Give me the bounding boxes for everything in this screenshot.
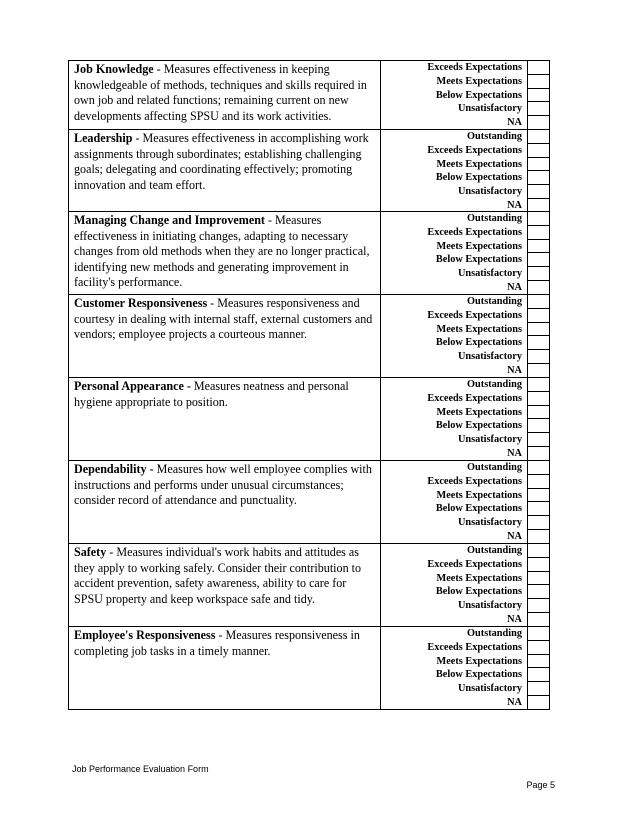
criterion-title: Job Knowledge <box>74 62 154 76</box>
rating-checkbox[interactable] <box>527 102 549 116</box>
rating-option <box>381 116 549 130</box>
rating-checkbox[interactable] <box>527 668 549 682</box>
rating-checkbox[interactable] <box>527 295 549 309</box>
rating-label: NA <box>507 364 522 376</box>
rating-label: Meets Expectations <box>436 240 522 252</box>
rating-checkbox[interactable] <box>527 530 549 544</box>
rating-label: NA <box>507 447 522 459</box>
criterion-description <box>69 461 381 543</box>
rating-option <box>381 392 549 406</box>
rating-options <box>381 461 549 543</box>
rating-option <box>381 212 549 226</box>
criterion-title: Leadership <box>74 131 133 145</box>
rating-label: Meets Expectations <box>436 323 522 335</box>
rating-checkbox[interactable] <box>527 171 549 185</box>
rating-checkbox[interactable] <box>527 406 549 420</box>
rating-option <box>381 89 549 103</box>
rating-checkbox[interactable] <box>527 144 549 158</box>
rating-label: Unsatisfactory <box>457 351 522 362</box>
rating-options <box>381 212 549 294</box>
rating-label: Meets Expectations <box>436 489 522 501</box>
rating-label: NA <box>507 530 522 542</box>
rating-label: Outstanding <box>467 213 522 224</box>
rating-checkbox[interactable] <box>527 212 549 226</box>
evaluation-table <box>68 60 550 710</box>
rating-label: Exceeds Expectations <box>427 475 522 487</box>
rating-option <box>381 489 549 503</box>
rating-checkbox[interactable] <box>527 544 549 558</box>
rating-label: NA <box>507 199 522 211</box>
criterion-description <box>69 212 381 294</box>
rating-checkbox[interactable] <box>527 433 549 447</box>
criterion-text: - Measures individual's work habits and attitudes as they apply to working safely. Consider their contribution to accident prevention, safety awareness, ability to care for SPSU property and keep workspace safe and tidy. <box>74 545 362 606</box>
rating-checkbox[interactable] <box>527 572 549 586</box>
rating-checkbox[interactable] <box>527 502 549 516</box>
criterion-description <box>69 627 381 709</box>
rating-option <box>381 309 549 323</box>
criterion-title: Managing Change and Improvement <box>74 213 265 227</box>
rating-checkbox[interactable] <box>527 350 549 364</box>
criterion-description <box>69 130 381 211</box>
footer-form-name: Job Performance Evaluation Form <box>72 764 209 774</box>
rating-option <box>381 433 549 447</box>
rating-label: Below Expectations <box>435 254 522 266</box>
rating-option <box>381 530 549 544</box>
rating-checkbox[interactable] <box>527 226 549 240</box>
rating-label: Meets Expectations <box>436 158 522 170</box>
rating-option <box>381 461 549 475</box>
rating-option <box>381 599 549 613</box>
rating-checkbox[interactable] <box>527 461 549 475</box>
rating-label: Exceeds Expectations <box>427 392 522 404</box>
criterion-description <box>69 295 381 377</box>
rating-options <box>381 295 549 377</box>
rating-checkbox[interactable] <box>527 309 549 323</box>
rating-option <box>381 655 549 669</box>
criterion-row <box>68 295 550 378</box>
rating-label: Unsatisfactory <box>457 517 522 528</box>
rating-option <box>381 336 549 350</box>
criterion-title: Safety <box>74 545 107 559</box>
rating-checkbox[interactable] <box>527 489 549 503</box>
rating-option <box>381 323 549 337</box>
rating-option <box>381 682 549 696</box>
rating-label: Meets Expectations <box>436 655 522 667</box>
rating-label: Exceeds Expectations <box>427 144 522 156</box>
rating-option <box>381 585 549 599</box>
rating-option <box>381 502 549 516</box>
criterion-description <box>69 544 381 626</box>
criterion-description <box>69 61 381 129</box>
rating-label: Below Expectations <box>435 89 522 101</box>
rating-checkbox[interactable] <box>527 475 549 489</box>
rating-checkbox[interactable] <box>527 682 549 696</box>
rating-option <box>381 281 549 295</box>
rating-checkbox[interactable] <box>527 392 549 406</box>
rating-checkbox[interactable] <box>527 696 549 710</box>
rating-option <box>381 61 549 75</box>
rating-option <box>381 267 549 281</box>
rating-label: Below Expectations <box>435 669 522 681</box>
rating-checkbox[interactable] <box>527 75 549 89</box>
rating-label: Outstanding <box>467 296 522 307</box>
rating-option <box>381 613 549 627</box>
rating-option <box>381 185 549 199</box>
rating-checkbox[interactable] <box>527 323 549 337</box>
rating-label: Meets Expectations <box>436 406 522 418</box>
rating-label: Below Expectations <box>435 420 522 432</box>
rating-options <box>381 627 549 709</box>
rating-label: Exceeds Expectations <box>427 309 522 321</box>
rating-option <box>381 240 549 254</box>
rating-checkbox[interactable] <box>527 585 549 599</box>
rating-option <box>381 171 549 185</box>
rating-checkbox[interactable] <box>527 130 549 144</box>
rating-label: Unsatisfactory <box>457 186 522 197</box>
rating-option <box>381 544 549 558</box>
rating-options <box>381 544 549 626</box>
rating-checkbox[interactable] <box>527 627 549 641</box>
rating-label: Unsatisfactory <box>457 268 522 279</box>
rating-checkbox[interactable] <box>527 185 549 199</box>
criterion-text: Measures how well employee complies with instructions and performs under unusual circumstances; consider record of attendance and punctuality. <box>74 462 372 507</box>
criterion-text: - Measures effectiveness in accomplishing work assignments through subordinates; establishing challenging goals; delegating and coordinating effectively; promoting innovation and team effort. <box>74 131 369 192</box>
rating-checkbox[interactable] <box>527 558 549 572</box>
rating-checkbox[interactable] <box>527 613 549 627</box>
rating-options <box>381 61 549 129</box>
rating-label: Exceeds Expectations <box>427 558 522 570</box>
rating-option <box>381 572 549 586</box>
criterion-description <box>69 378 381 460</box>
rating-label: Outstanding <box>467 545 522 556</box>
rating-option <box>381 102 549 116</box>
rating-label: Below Expectations <box>435 503 522 515</box>
rating-checkbox[interactable] <box>527 516 549 530</box>
rating-checkbox[interactable] <box>527 378 549 392</box>
rating-checkbox[interactable] <box>527 641 549 655</box>
rating-label: Meets Expectations <box>436 75 522 87</box>
rating-label: Below Expectations <box>435 337 522 349</box>
rating-option <box>381 144 549 158</box>
rating-option <box>381 558 549 572</box>
rating-option <box>381 419 549 433</box>
rating-label: Unsatisfactory <box>457 103 522 115</box>
rating-checkbox[interactable] <box>527 158 549 172</box>
criterion-title: Personal Appearance - <box>74 379 191 393</box>
rating-option <box>381 350 549 364</box>
rating-label: Outstanding <box>467 379 522 390</box>
criterion-row <box>68 544 550 627</box>
criterion-row <box>68 60 550 130</box>
page-number: Page 5 <box>526 780 555 790</box>
rating-option <box>381 627 549 641</box>
criterion-text: - Measures responsiveness in completing job tasks in a timely manner. <box>74 628 360 658</box>
rating-label: Exceeds Expectations <box>427 62 522 73</box>
rating-options <box>381 130 549 211</box>
rating-option <box>381 668 549 682</box>
rating-label: Unsatisfactory <box>457 434 522 445</box>
criterion-text: Measures neatness and personal hygiene appropriate to position. <box>74 379 349 409</box>
rating-label: Outstanding <box>467 462 522 473</box>
rating-checkbox[interactable] <box>527 281 549 295</box>
rating-label: Outstanding <box>467 131 522 142</box>
criterion-row <box>68 378 550 461</box>
rating-checkbox[interactable] <box>527 447 549 461</box>
rating-label: Meets Expectations <box>436 572 522 584</box>
rating-option <box>381 696 549 710</box>
rating-label: Below Expectations <box>435 172 522 184</box>
rating-option <box>381 75 549 89</box>
rating-checkbox[interactable] <box>527 116 549 130</box>
rating-checkbox[interactable] <box>527 89 549 103</box>
criterion-row <box>68 461 550 544</box>
rating-checkbox[interactable] <box>527 364 549 378</box>
rating-option <box>381 199 549 213</box>
criterion-text: - Measures effectiveness in keeping knowledgeable of methods, techniques and skills required in own job and related functions; remaining current on new developments affecting SPSU and its work activities. <box>74 62 367 123</box>
criterion-text: - Measures effectiveness in initiating changes, adapting to necessary changes from old methods when they are no longer practical, identifying new methods and generating improvement in facility's performance. <box>74 213 370 289</box>
rating-option <box>381 158 549 172</box>
rating-option <box>381 378 549 392</box>
rating-option <box>381 475 549 489</box>
rating-checkbox[interactable] <box>527 61 549 75</box>
rating-label: Unsatisfactory <box>457 683 522 694</box>
rating-checkbox[interactable] <box>527 419 549 433</box>
rating-option <box>381 364 549 378</box>
rating-checkbox[interactable] <box>527 599 549 613</box>
rating-label: NA <box>507 281 522 293</box>
rating-option <box>381 253 549 267</box>
criterion-row <box>68 130 550 212</box>
rating-options <box>381 378 549 460</box>
criterion-row <box>68 627 550 710</box>
criterion-row <box>68 212 550 295</box>
rating-label: Below Expectations <box>435 586 522 598</box>
rating-option <box>381 226 549 240</box>
rating-checkbox[interactable] <box>527 199 549 213</box>
rating-label: NA <box>507 117 522 128</box>
rating-label: Unsatisfactory <box>457 600 522 611</box>
rating-label: NA <box>507 613 522 625</box>
criterion-title: Dependability - <box>74 462 154 476</box>
rating-option <box>381 447 549 461</box>
criterion-title: Customer Responsiveness <box>74 296 208 310</box>
rating-option <box>381 641 549 655</box>
rating-checkbox[interactable] <box>527 253 549 267</box>
rating-checkbox[interactable] <box>527 336 549 350</box>
criterion-title: Employee's Responsiveness <box>74 628 216 642</box>
rating-option <box>381 406 549 420</box>
rating-label: Outstanding <box>467 628 522 639</box>
rating-option <box>381 516 549 530</box>
criterion-text: - Measures responsiveness and courtesy in dealing with internal staff, external customers and vendors; employee projects a courteous manner. <box>74 296 373 341</box>
rating-option <box>381 295 549 309</box>
rating-label: Exceeds Expectations <box>427 641 522 653</box>
rating-option <box>381 130 549 144</box>
rating-checkbox[interactable] <box>527 267 549 281</box>
rating-label: NA <box>507 696 522 708</box>
rating-checkbox[interactable] <box>527 240 549 254</box>
rating-label: Exceeds Expectations <box>427 226 522 238</box>
rating-checkbox[interactable] <box>527 655 549 669</box>
